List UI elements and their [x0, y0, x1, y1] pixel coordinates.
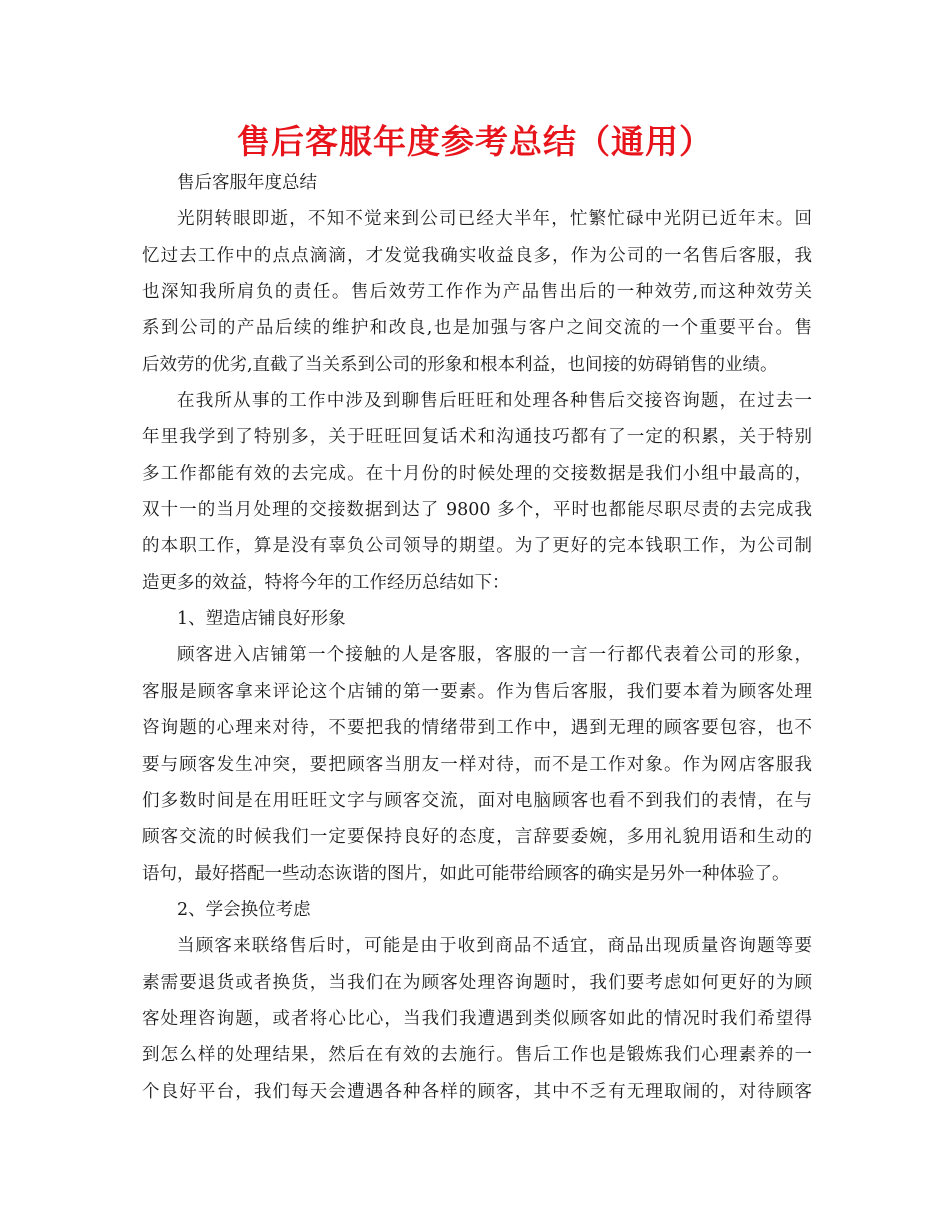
text-line: 也深知我所肩负的责任。售后效劳工作作为产品售出后的一种效劳,而这种效劳关 — [142, 282, 812, 303]
text-line: 咨询题的心理来对待，不要把我的情绪带到工作中，遇到无理的顾客要包容，也不 — [142, 718, 812, 739]
text-line: 双十一的当月处理的交接数据到达了 9800 多个，平时也都能尽职尽责的去完成我 — [142, 500, 812, 521]
text-line: 在我所从事的工作中涉及到聊售后旺旺和处理各种售后交接咨询题，在过去一 — [177, 391, 812, 412]
text-line: 光阴转眼即逝，不知不觉来到公司已经大半年，忙繁忙碌中光阴已近年末。回 — [177, 209, 812, 230]
text-line: 1、塑造店铺良好形象 — [177, 609, 346, 630]
text-line: 顾客交流的时候我们一定要保持良好的态度，言辞要委婉，多用礼貌用语和生动的 — [142, 827, 812, 848]
document-title: 售后客服年度参考总结（通用） — [237, 122, 713, 161]
text-line: 的本职工作，算是没有辜负公司领导的期望。为了更好的完本钱职工作，为公司制 — [142, 536, 812, 557]
text-line: 要与顾客发生冲突，要把顾客当朋友一样对待，而不是工作对象。作为网店客服我 — [142, 754, 812, 775]
text-line: 到怎么样的处理结果，然后在有效的去施行。售后工作也是锻炼我们心理素养的一 — [142, 1045, 812, 1066]
text-line: 售后客服年度总结 — [177, 173, 317, 193]
text-line: 多工作都能有效的去完成。在十月份的时候处理的交接数据是我们小组中最高的， — [142, 463, 812, 484]
document-body — [142, 165, 812, 1110]
text-line: 素需要退货或者换货，当我们在为顾客处理咨询题时，我们要考虑如何更好的为顾 — [142, 972, 812, 993]
text-line: 后效劳的优劣,直截了当关系到公司的形象和根本利益，也间接的妨碍销售的业绩。 — [142, 354, 778, 375]
text-line: 2、学会换位考虑 — [177, 899, 311, 920]
text-line: 年里我学到了特别多，关于旺旺回复话术和沟通技巧都有了一定的积累，关于特别 — [142, 427, 812, 448]
text-line: 当顾客来联络售后时，可能是由于收到商品不适宜，商品出现质量咨询题等要 — [177, 936, 812, 957]
text-line: 忆过去工作中的点点滴滴，才发觉我确实收益良多，作为公司的一名售后客服，我 — [142, 245, 812, 266]
text-line: 造更多的效益，特将今年的工作经历总结如下： — [142, 572, 510, 593]
text-line: 个良好平台，我们每天会遭遇各种各样的顾客，其中不乏有无理取闹的，对待顾客 — [142, 1081, 812, 1102]
text-line: 们多数时间是在用旺旺文字与顾客交流，面对电脑顾客也看不到我们的表情，在与 — [142, 790, 812, 811]
text-line: 顾客进入店铺第一个接触的人是客服，客服的一言一行都代表着公司的形象， — [177, 645, 812, 666]
text-line: 系到公司的产品后续的维护和改良,也是加强与客户之间交流的一个重要平台。售 — [142, 318, 812, 339]
text-line: 客服是顾客拿来评论这个店铺的第一要素。作为售后客服，我们要本着为顾客处理 — [142, 681, 812, 702]
text-line: 语句，最好搭配一些动态诙谐的图片，如此可能带给顾客的确实是另外一种体验了。 — [142, 863, 790, 884]
text-line: 客处理咨询题，或者将心比心，当我们我遭遇到类似顾客如此的情况时我们希望得 — [142, 1008, 812, 1029]
